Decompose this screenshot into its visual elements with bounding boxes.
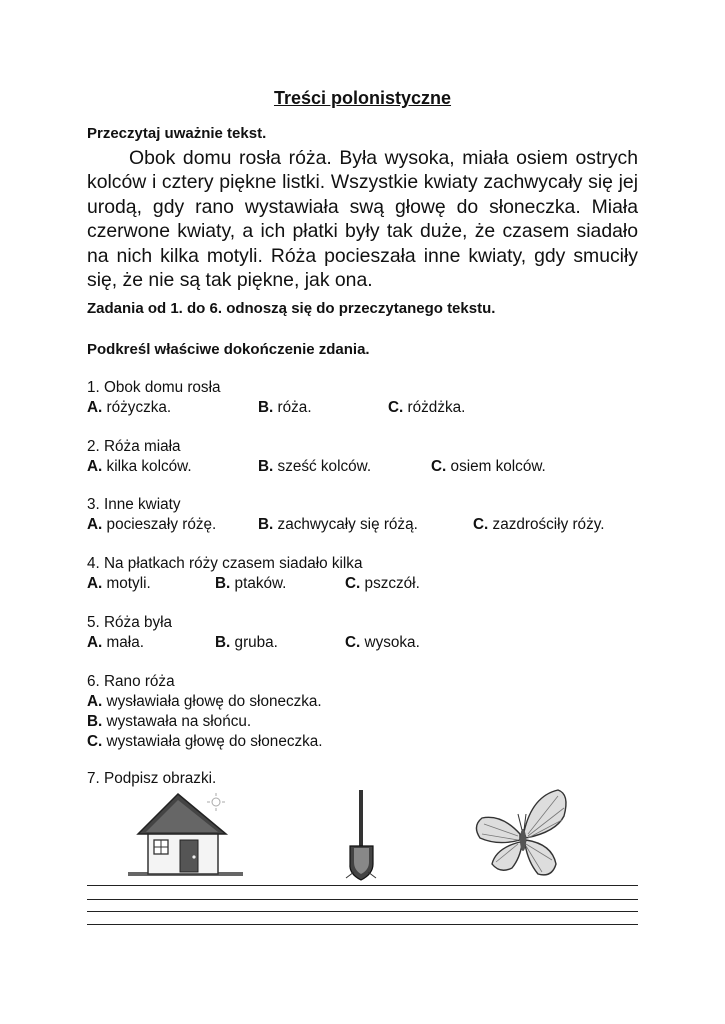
option-text: pocieszały różę. [102, 516, 217, 533]
option-letter: A. [87, 575, 103, 592]
option-letter: A. [87, 458, 103, 475]
option-letter: A. [87, 399, 103, 416]
option-text: wystawiała głowę do słoneczka. [102, 733, 323, 750]
sun-icon [207, 793, 225, 811]
option-a[interactable] [87, 457, 192, 477]
option-letter: C. [431, 458, 447, 475]
option-letter: A. [87, 516, 103, 533]
answer-line[interactable] [87, 899, 638, 900]
question-4 [87, 554, 647, 594]
option-text: mała. [102, 634, 144, 651]
option-letter: C. [87, 733, 103, 750]
option-letter: B. [215, 575, 231, 592]
answer-line[interactable] [87, 885, 638, 886]
option-text: ptaków. [230, 575, 287, 592]
option-text: osiem kolców. [446, 458, 546, 475]
question-1 [87, 378, 647, 418]
question-prompt: 3. Inne kwiaty [87, 496, 181, 513]
option-text: zazdrościły róży. [488, 516, 605, 533]
page-title: Treści polonistyczne [273, 88, 452, 108]
question-prompt: 1. Obok domu rosła [87, 379, 221, 396]
option-b[interactable] [215, 574, 286, 594]
option-b[interactable] [215, 633, 278, 653]
story-paragraph: Obok domu rosła róża. Była wysoka, miała osiem ostrych kolców i cztery piękne listki. Wszystkie kwiaty zachwycały się jej urodą, gdy rano wystawiała swą głowę do słoneczka. Miała czerwone kwiaty, a ich płatki były tak duże, że czasem siadało na nich kilka motyli. Róża pocieszała inne kwiaty, gdy smuciły się, że nie są tak piękne, jak ona. [87, 147, 638, 292]
option-letter: A. [87, 634, 103, 651]
option-a[interactable] [87, 574, 151, 594]
option-letter: C. [345, 634, 361, 651]
option-text: wysławiała głowę do słoneczka. [102, 693, 322, 710]
option-b[interactable] [258, 398, 312, 418]
option-a[interactable] [87, 398, 171, 418]
question-prompt: 2. Róża miała [87, 438, 181, 455]
option-text: różdżka. [403, 399, 466, 416]
option-text: gruba. [230, 634, 278, 651]
question-3 [87, 495, 647, 535]
answer-line[interactable] [87, 911, 638, 912]
option-c[interactable] [345, 633, 420, 653]
option-a[interactable] [87, 515, 216, 535]
picture-task: 7. Podpisz obrazki. [87, 770, 217, 787]
underline-instruction: Podkreśl właściwe dokończenie zdania. [87, 341, 370, 358]
read-instruction: Przeczytaj uważnie tekst. [87, 125, 267, 142]
option-a[interactable] [87, 633, 144, 653]
question-prompt: 4. Na płatkach róży czasem siadało kilka [87, 555, 363, 572]
tasks-intro: Zadania od 1. do 6. odnoszą się do przeczytanego tekstu. [87, 300, 496, 317]
option-c[interactable] [87, 732, 323, 752]
story-text [87, 146, 638, 292]
option-letter: A. [87, 693, 103, 710]
option-b[interactable] [258, 515, 418, 535]
shovel-icon [340, 788, 385, 883]
option-letter: C. [388, 399, 404, 416]
option-letter: B. [258, 516, 274, 533]
option-b[interactable] [258, 457, 371, 477]
question-2 [87, 437, 647, 477]
option-c[interactable] [473, 515, 604, 535]
option-b[interactable] [87, 712, 251, 732]
option-c[interactable] [431, 457, 546, 477]
option-text: kilka kolców. [102, 458, 192, 475]
option-text: motyli. [102, 575, 151, 592]
option-c[interactable] [388, 398, 465, 418]
option-text: pszczół. [360, 575, 420, 592]
butterfly-icon [472, 788, 572, 883]
house-icon [128, 790, 243, 880]
question-prompt: 5. Róża była [87, 614, 173, 631]
option-text: wystawała na słońcu. [102, 713, 252, 730]
option-letter: C. [345, 575, 361, 592]
option-c[interactable] [345, 574, 420, 594]
option-letter: B. [258, 399, 274, 416]
answer-line[interactable] [87, 924, 638, 925]
option-text: wysoka. [360, 634, 420, 651]
question-5 [87, 613, 647, 653]
option-text: różyczka. [102, 399, 172, 416]
question-6 [87, 672, 647, 752]
option-a[interactable] [87, 692, 322, 712]
question-prompt: 6. Rano róża [87, 673, 175, 690]
option-text: sześć kolców. [273, 458, 372, 475]
option-letter: B. [87, 713, 103, 730]
option-letter: B. [258, 458, 274, 475]
option-text: róża. [273, 399, 312, 416]
option-letter: C. [473, 516, 489, 533]
option-letter: B. [215, 634, 231, 651]
option-text: zachwycały się różą. [273, 516, 418, 533]
